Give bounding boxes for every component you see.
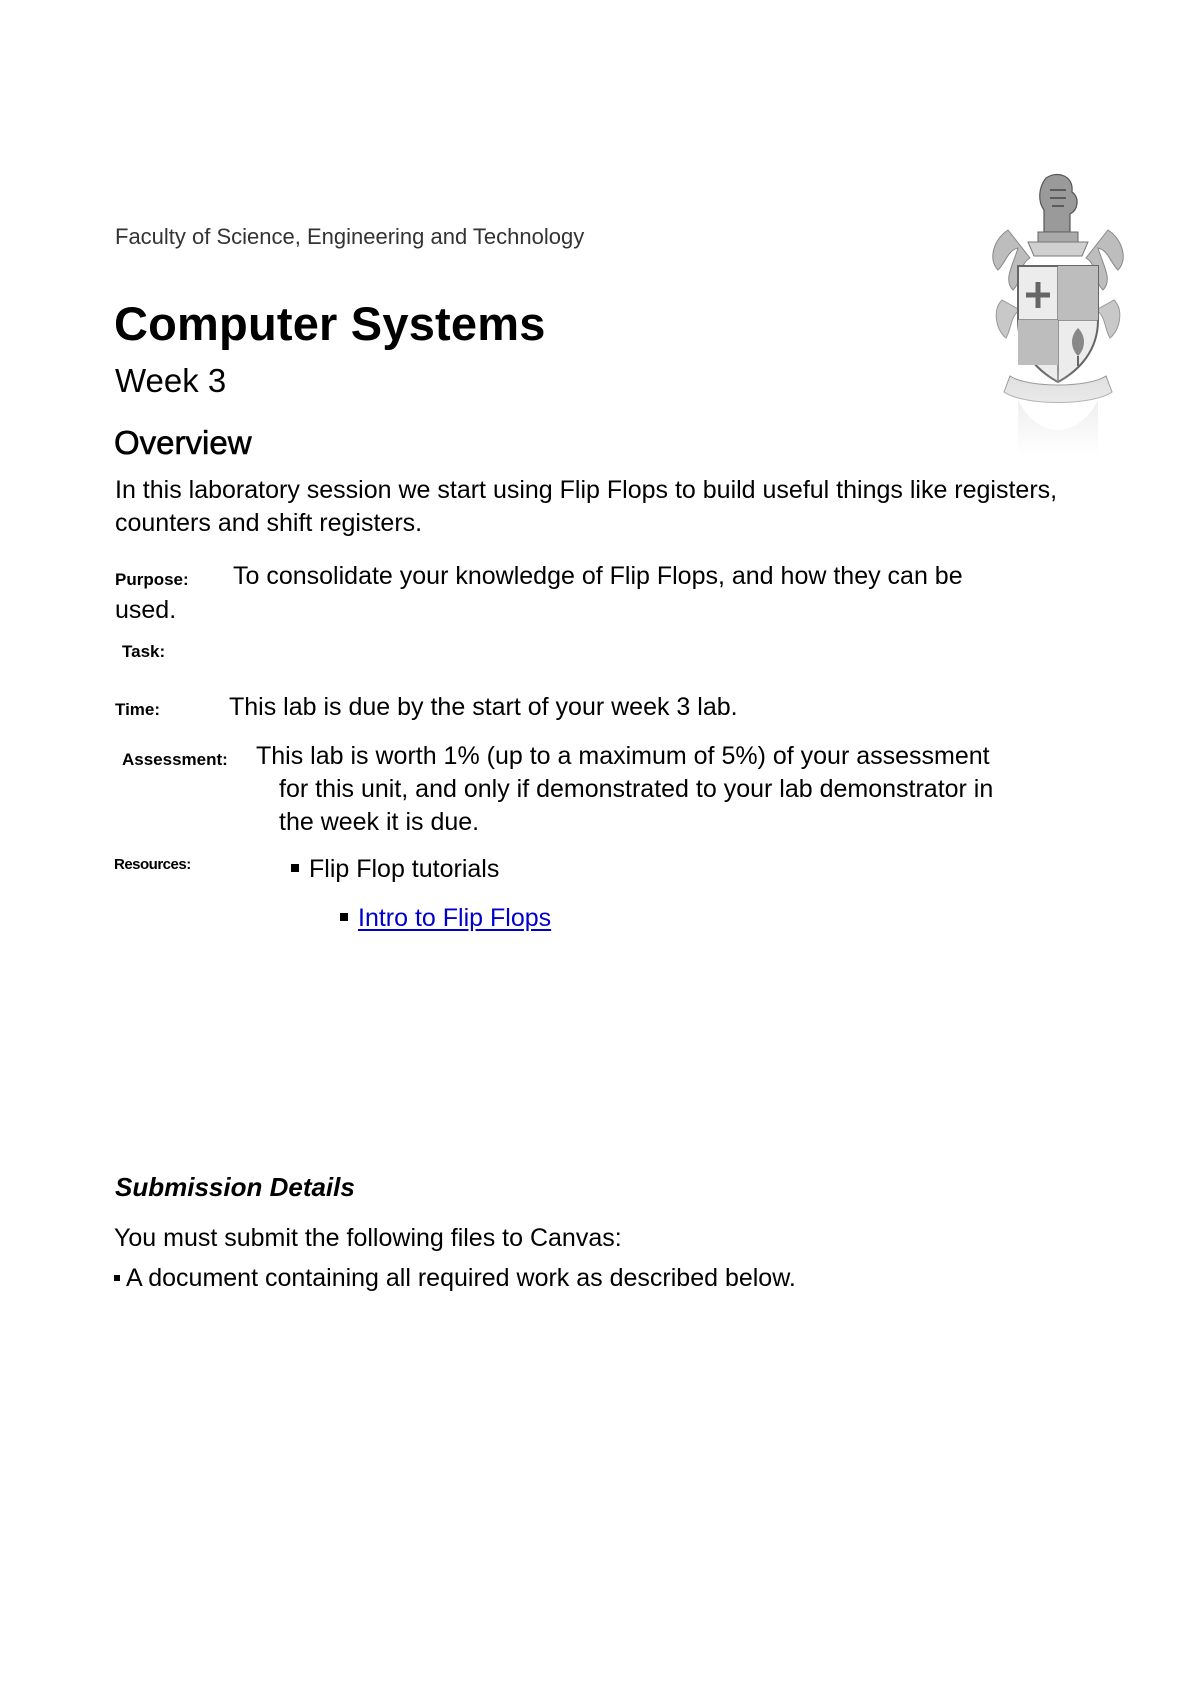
page-title: Computer Systems xyxy=(114,297,546,350)
resource-item-flip-flop-tutorials xyxy=(291,855,499,884)
time-text: This lab is due by the start of your week 3 lab. xyxy=(229,693,738,721)
time-label: Time: xyxy=(115,700,161,719)
assessment-text-line-2: for this unit, and only if demonstrated to your lab demonstrator in xyxy=(279,775,994,803)
assessment-text-line-3: the week it is due. xyxy=(279,808,480,836)
overview-heading: Overview xyxy=(114,424,252,461)
purpose-text-continued: used. xyxy=(115,596,177,624)
submission-item-text: A document containing all required work as described below. xyxy=(126,1264,796,1292)
square-bullet-icon xyxy=(291,864,299,872)
purpose-text: To consolidate your knowledge of Flip Flops, and how they can be xyxy=(233,562,963,590)
square-bullet-icon xyxy=(114,1275,120,1281)
resources-label: Resources: xyxy=(114,856,191,873)
assessment-text-line-1: This lab is worth 1% (up to a maximum of 5%) of your assessment xyxy=(256,742,990,770)
faculty-name: Faculty of Science, Engineering and Technology xyxy=(115,224,585,249)
submission-intro: You must submit the following files to Canvas: xyxy=(114,1224,622,1252)
purpose-label: Purpose: xyxy=(115,570,189,589)
resource-item-intro-to-flip-flops xyxy=(340,904,551,933)
university-crest-logo xyxy=(988,170,1128,455)
week-label: Week 3 xyxy=(115,362,227,399)
task-label: Task: xyxy=(122,642,166,661)
assessment-label: Assessment: xyxy=(122,750,228,769)
submission-heading: Submission Details xyxy=(115,1172,355,1202)
resource-label: Flip Flop tutorials xyxy=(309,855,500,883)
overview-text: In this laboratory session we start using Flip Flops to build useful things like registers, counters and shift registers. xyxy=(115,476,1058,537)
submission-list-item xyxy=(114,1264,796,1293)
square-bullet-icon xyxy=(340,913,348,921)
intro-to-flip-flops-link[interactable]: Intro to Flip Flops xyxy=(358,904,552,932)
